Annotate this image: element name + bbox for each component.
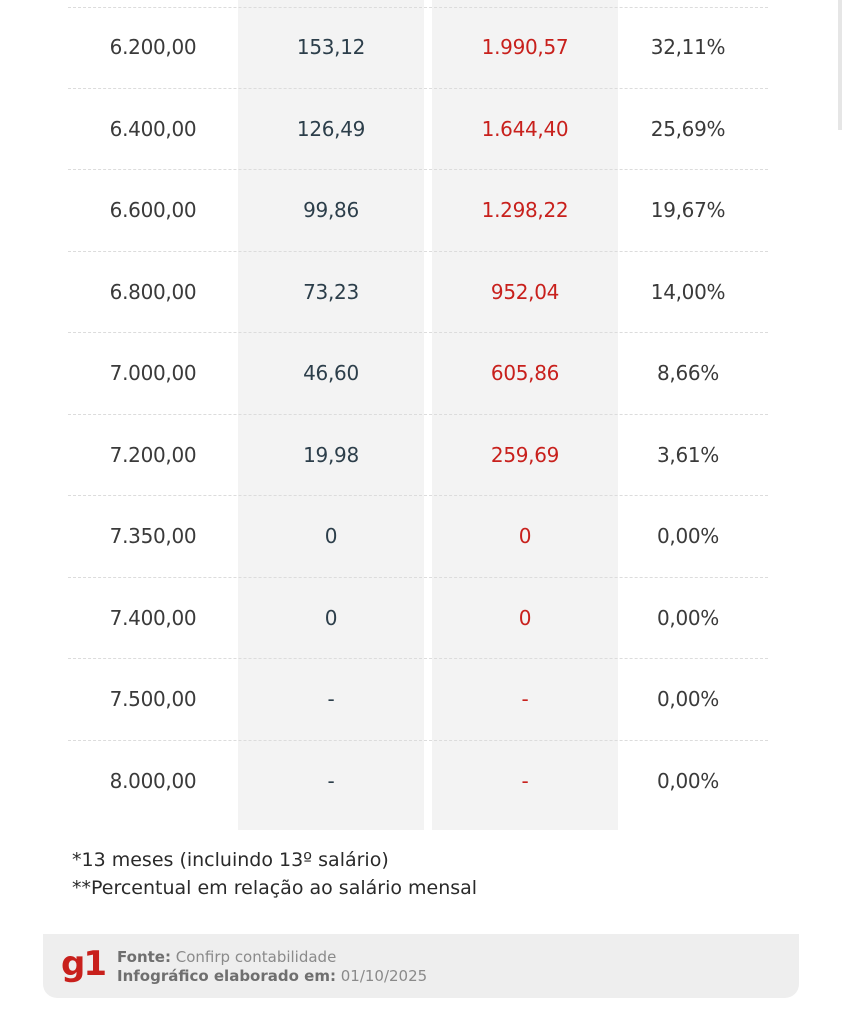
- percent-cell: 3,61%: [656, 442, 720, 467]
- salary-cell: 7.350,00: [109, 524, 197, 549]
- scrollbar-edge: [838, 0, 842, 130]
- monthly-savings-cell: -: [327, 687, 335, 712]
- salary-cell: 8.000,00: [109, 769, 197, 794]
- percent-cell: 0,00%: [656, 524, 720, 549]
- annual-savings-cell: 952,04: [490, 279, 560, 304]
- ir-savings-table: [68, 0, 768, 822]
- date-label: Infográfico elaborado em:: [117, 967, 336, 985]
- table-row: [68, 741, 768, 823]
- salary-cell: 6.800,00: [109, 279, 197, 304]
- annual-savings-cell: 259,69: [490, 442, 560, 467]
- annual-savings-cell: -: [521, 687, 529, 712]
- monthly-savings-cell: 73,23: [303, 279, 359, 304]
- table-row: [68, 7, 768, 89]
- table-row: [68, 659, 768, 741]
- annual-savings-cell: 1.298,22: [481, 198, 569, 223]
- annual-savings-cell: 0: [518, 605, 532, 630]
- salary-cell: 7.200,00: [109, 442, 197, 467]
- monthly-savings-cell: 99,86: [303, 198, 359, 223]
- source-line: [117, 948, 427, 967]
- monthly-savings-cell: 153,12: [296, 35, 366, 60]
- table-row: [68, 496, 768, 578]
- footnotes: [72, 846, 477, 902]
- percent-cell: 19,67%: [650, 198, 726, 223]
- percent-cell: 0,00%: [656, 687, 720, 712]
- g1-logo: g1: [61, 944, 105, 984]
- monthly-savings-cell: -: [327, 769, 335, 794]
- salary-cell: 7.000,00: [109, 361, 197, 386]
- table-row: [68, 333, 768, 415]
- percent-cell: 14,00%: [650, 279, 726, 304]
- source-label: Fonte:: [117, 948, 171, 966]
- monthly-savings-cell: 0: [324, 605, 338, 630]
- table-row: [68, 252, 768, 334]
- percent-cell: 32,11%: [650, 35, 726, 60]
- monthly-savings-cell: 19,98: [303, 442, 359, 467]
- salary-cell: 6.400,00: [109, 116, 197, 141]
- percent-cell: 0,00%: [656, 769, 720, 794]
- annual-savings-cell: 605,86: [490, 361, 560, 386]
- salary-cell: 6.600,00: [109, 198, 197, 223]
- percent-cell: 0,00%: [656, 605, 720, 630]
- source-footer: [43, 934, 799, 998]
- salary-cell: 7.500,00: [109, 687, 197, 712]
- annual-savings-cell: 0: [518, 524, 532, 549]
- percent-cell: 8,66%: [656, 361, 720, 386]
- table-row: [68, 578, 768, 660]
- footnote-percent: **Percentual em relação ao salário mensal: [72, 877, 478, 899]
- table-row: [68, 170, 768, 252]
- percent-cell: 25,69%: [650, 116, 726, 141]
- date-value: 01/10/2025: [340, 967, 428, 985]
- salary-cell: 7.400,00: [109, 605, 197, 630]
- salary-cell: 6.200,00: [109, 35, 197, 60]
- footnote-13-months: *13 meses (incluindo 13º salário): [72, 849, 389, 871]
- annual-savings-cell: -: [521, 769, 529, 794]
- annual-savings-cell: 1.990,57: [481, 35, 569, 60]
- table-row: [68, 415, 768, 497]
- monthly-savings-cell: 0: [324, 524, 338, 549]
- annual-savings-cell: 1.644,40: [481, 116, 569, 141]
- date-line: [117, 967, 427, 986]
- monthly-savings-cell: 46,60: [303, 361, 359, 386]
- source-value: Confirp contabilidade: [175, 948, 337, 966]
- table-row: [68, 89, 768, 171]
- source-credits: [117, 948, 427, 986]
- monthly-savings-cell: 126,49: [296, 116, 366, 141]
